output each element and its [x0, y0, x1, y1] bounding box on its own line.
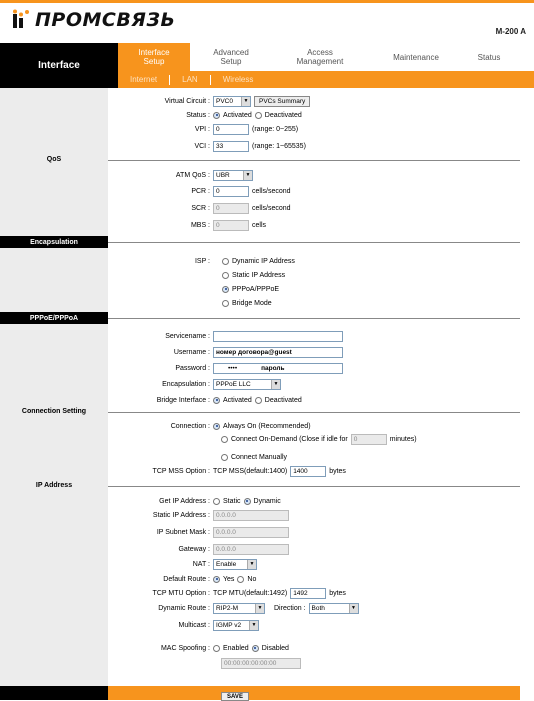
unit: bytes — [329, 467, 346, 475]
label: VPI : — [194, 125, 210, 133]
divider — [108, 318, 520, 319]
select-value: RIP2-M — [216, 604, 239, 612]
unit: cells — [252, 221, 267, 229]
row-get-ip — [108, 494, 534, 508]
hint: (range: 0~255) — [252, 125, 299, 133]
label: Encapsulation : — [162, 380, 210, 388]
label: Servicename : — [165, 332, 210, 340]
option-label: Connect Manually — [231, 453, 288, 461]
option-label: Always On (Recommended) — [223, 422, 311, 430]
label: Static IP Address : — [152, 511, 210, 519]
row-mac-address — [221, 656, 534, 670]
subtab-lan[interactable]: LAN — [170, 75, 211, 85]
bridge-deactivated-radio[interactable] — [255, 397, 262, 404]
label: Username : — [173, 348, 210, 356]
unit: cells/second — [252, 187, 291, 195]
option-label: Dynamic — [253, 497, 281, 505]
password-input[interactable] — [213, 363, 343, 374]
mss-text: TCP MSS(default:1400) — [213, 467, 288, 475]
isp-pppoe-radio[interactable] — [222, 286, 229, 293]
isp-bridge-radio[interactable] — [222, 300, 229, 307]
dynamic-route-select[interactable] — [213, 603, 265, 614]
divider — [108, 242, 520, 243]
tab-access-management[interactable]: Access Management — [296, 48, 344, 66]
select-value: Both — [311, 604, 325, 612]
footer-bar — [108, 686, 520, 700]
brand-logo — [10, 7, 175, 33]
brand-name: ПРОМСВЯЗЬ — [35, 9, 176, 31]
label: Get IP Address : — [159, 497, 210, 505]
mtu-input[interactable]: 1492 — [290, 588, 326, 599]
option-label: Static IP Address — [232, 271, 286, 279]
row-scr — [108, 201, 534, 215]
row-vpi — [108, 122, 534, 136]
row-connection — [108, 419, 534, 433]
row-status — [108, 108, 534, 122]
row-gateway — [108, 542, 534, 556]
tab-interface-setup[interactable]: Interface Setup — [118, 43, 190, 71]
label: ATM QoS : — [175, 171, 210, 179]
option-label: Dynamic IP Address — [232, 257, 295, 265]
mac-address-input[interactable]: 00:00:00:00:00:00 — [221, 658, 301, 669]
vpi-input[interactable]: 0 — [213, 124, 249, 135]
select-value: PVC0 — [216, 97, 233, 105]
isp-static-radio[interactable] — [222, 272, 229, 279]
tab-maintenance[interactable]: Maintenance — [393, 52, 439, 62]
chevron-down-icon: ▼ — [249, 621, 258, 630]
mbs-input[interactable]: 0 — [213, 220, 249, 231]
label: VCI : — [194, 142, 210, 150]
label: Password : — [175, 364, 210, 372]
label: TCP MSS Option : — [152, 467, 210, 475]
chevron-down-icon: ▼ — [255, 604, 264, 613]
label: Gateway : — [178, 545, 210, 553]
nav-section-title: Interface — [0, 43, 118, 88]
option-label: Activated — [223, 111, 252, 119]
option-label: Activated — [223, 396, 252, 404]
chevron-down-icon: ▼ — [243, 171, 252, 180]
option-label: Static — [223, 497, 241, 505]
password-note: пароль — [261, 364, 285, 372]
status-deactivated-radio[interactable] — [255, 112, 262, 119]
row-servicename — [108, 329, 534, 343]
top-accent-line — [0, 0, 534, 3]
isp-options — [222, 256, 295, 308]
mss-input[interactable]: 1400 — [290, 466, 326, 477]
select-value: PPPoE LLC — [216, 380, 251, 388]
pvcs-summary-button[interactable]: PVCs Summary — [254, 96, 310, 107]
row-vci — [108, 139, 534, 153]
select-value: IGMP v2 — [216, 621, 242, 629]
tab-advanced-setup[interactable]: Advanced Setup — [213, 48, 249, 66]
row-mac-spoofing — [108, 641, 534, 655]
bridge-activated-radio[interactable] — [213, 397, 220, 404]
option-label: Bridge Mode — [232, 299, 272, 307]
row-tcp-mtu — [108, 586, 534, 600]
unit: bytes — [329, 589, 346, 597]
row-encapsulation — [108, 377, 534, 391]
label: Default Route : — [163, 575, 210, 583]
subnet-mask-input[interactable]: 0.0.0.0 — [213, 527, 289, 538]
option-label: Deactivated — [264, 396, 302, 404]
row-connect-on-demand — [221, 432, 534, 446]
row-tcp-mss — [108, 464, 534, 478]
row-password — [108, 361, 534, 375]
multicast-select[interactable] — [213, 620, 259, 631]
subtab-internet[interactable]: Internet — [118, 75, 170, 85]
pcr-input[interactable]: 0 — [213, 186, 249, 197]
option-label: Deactivated — [264, 111, 302, 119]
virtual-circuit-select[interactable] — [213, 96, 251, 107]
label: PCR : — [191, 187, 210, 195]
static-ip-input[interactable]: 0.0.0.0 — [213, 510, 289, 521]
direction-label: Direction : — [274, 604, 306, 612]
row-default-route — [108, 572, 534, 586]
row-virtual-circuit — [108, 94, 534, 108]
row-multicast — [108, 618, 534, 632]
section-qos: QoS — [46, 156, 62, 163]
option-label: PPPoA/PPPoE — [232, 285, 280, 293]
subnav — [118, 71, 534, 88]
direction-select[interactable] — [309, 603, 359, 614]
unit: cells/second — [252, 204, 291, 212]
mac-spoof-disabled-radio[interactable] — [252, 645, 259, 652]
connection-manual-radio[interactable] — [221, 454, 228, 461]
atm-qos-select[interactable] — [213, 170, 253, 181]
get-ip-static-radio[interactable] — [213, 498, 220, 505]
select-value: UBR — [216, 171, 230, 179]
vci-input[interactable]: 33 — [213, 141, 249, 152]
username-input[interactable]: номер договора@guest — [213, 347, 343, 358]
label: Virtual Circuit : — [164, 97, 210, 105]
scr-input[interactable]: 0 — [213, 203, 249, 214]
row-dynamic-route — [108, 601, 534, 615]
row-nat — [108, 557, 534, 571]
hint: (range: 1~65535) — [252, 142, 306, 150]
default-route-yes-radio[interactable] — [213, 576, 220, 583]
option-label: Enabled — [223, 644, 249, 652]
option-label: Connect On-Demand (Close if idle for — [231, 435, 348, 443]
label: ISP : — [194, 257, 210, 265]
encapsulation-select[interactable] — [213, 379, 281, 390]
status-activated-radio[interactable] — [213, 112, 220, 119]
connection-on-demand-radio[interactable] — [221, 436, 228, 443]
logo-icon — [10, 9, 32, 31]
mac-spoof-enabled-radio[interactable] — [213, 645, 220, 652]
section-connection-setting: Connection Setting — [21, 408, 87, 415]
row-username — [108, 345, 534, 359]
section-pppoe: PPPoE/PPPoA — [0, 312, 108, 324]
row-connect-manually — [221, 450, 534, 464]
chevron-down-icon: ▼ — [247, 560, 256, 569]
chevron-down-icon: ▼ — [349, 604, 358, 613]
save-button[interactable]: SAVE — [221, 692, 249, 701]
connection-always-on-radio[interactable] — [213, 423, 220, 430]
password-mask: •••• — [228, 364, 238, 372]
label: MBS : — [190, 221, 210, 229]
get-ip-dynamic-radio[interactable] — [244, 498, 251, 505]
tab-status[interactable]: Status — [477, 52, 501, 62]
model-label: M-200 A — [495, 27, 526, 36]
row-bridge-interface — [108, 393, 534, 407]
gateway-input[interactable]: 0.0.0.0 — [213, 544, 289, 555]
label: MAC Spoofing : — [160, 644, 210, 652]
chevron-down-icon: ▼ — [241, 97, 250, 106]
label: Multicast : — [178, 621, 210, 629]
row-atm-qos — [108, 168, 534, 182]
servicename-input[interactable] — [213, 331, 343, 342]
unit: minutes) — [389, 435, 417, 443]
row-static-ip — [108, 508, 534, 522]
section-ip-address: IP Address — [35, 482, 73, 489]
label: TCP MTU Option : — [152, 589, 210, 597]
divider — [108, 486, 520, 487]
label: IP Subnet Mask : — [156, 528, 210, 536]
label: Dynamic Route : — [158, 604, 210, 612]
chevron-down-icon: ▼ — [271, 380, 280, 389]
row-mbs — [108, 218, 534, 232]
row-isp — [108, 254, 534, 268]
label: Status : — [186, 111, 210, 119]
label: Connection : — [170, 422, 210, 430]
row-pcr — [108, 184, 534, 198]
row-subnet-mask — [108, 525, 534, 539]
nat-select[interactable] — [213, 559, 257, 570]
sidebar — [0, 88, 108, 686]
label: Bridge Interface : — [156, 396, 210, 404]
idle-minutes-input[interactable]: 0 — [351, 434, 387, 445]
divider — [108, 412, 520, 413]
footer-left — [0, 686, 108, 700]
isp-dynamic-radio[interactable] — [222, 258, 229, 265]
section-encapsulation: Encapsulation — [0, 236, 108, 248]
option-label: Yes — [223, 575, 235, 583]
option-label: Disabled — [261, 644, 289, 652]
label: SCR : — [191, 204, 210, 212]
option-label: No — [247, 575, 257, 583]
default-route-no-radio[interactable] — [237, 576, 244, 583]
select-value: Enable — [216, 560, 237, 568]
mtu-text: TCP MTU(default:1492) — [213, 589, 288, 597]
top-navigation — [0, 43, 534, 88]
label: NAT : — [192, 560, 210, 568]
subtab-wireless[interactable]: Wireless — [222, 74, 254, 84]
divider — [108, 160, 520, 161]
